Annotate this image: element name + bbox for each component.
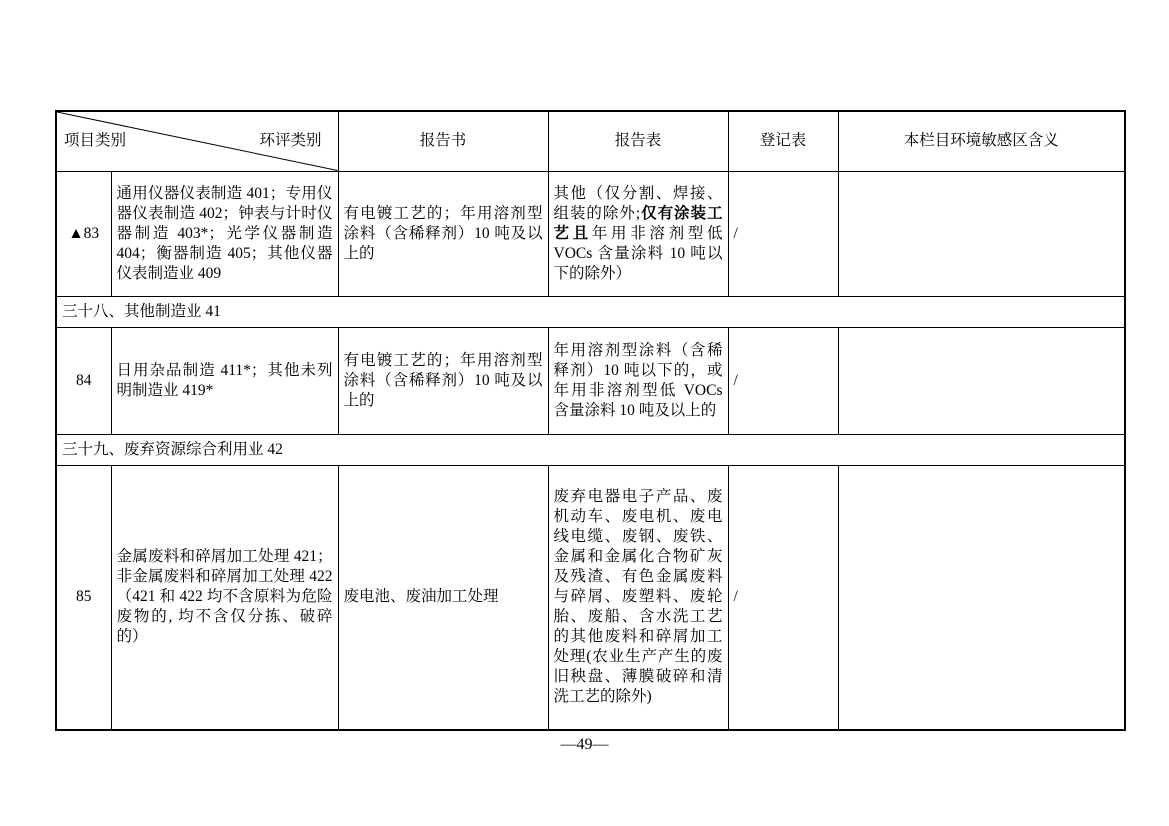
row83-report-form-cell <box>548 171 728 296</box>
row85-report-form-cell: 废弃电器电子产品、废机动车、废电机、废电线电缆、废钢、废铁、金属和金属化合物矿灰及残渣、有色金属废料与碎屑、废塑料、废轮胎、废船、含水洗工艺的其他废料和碎屑加工处理(农业生产产生的废旧秧盘、薄膜破碎和清洗工艺的除外) <box>548 465 728 730</box>
row84-report-book-cell: 有电镀工艺的；年用溶剂型涂料（含稀释剂）10 吨及以上的 <box>338 327 548 434</box>
header-project-category-label: 项目类别 <box>64 132 127 150</box>
row83-report-form-post: 年用非溶剂型低 VOCs 含量涂料 10 吨以下的除外） <box>553 224 723 282</box>
row85-category-cell: 金属废料和碎屑加工处理 421；非金属废料和碎屑加工处理 422（421 和 422 均不含原料为危险废物的, 均不含仅分拣、破碎的） <box>111 465 338 730</box>
table-row-83 <box>56 171 1125 296</box>
table-row-84 <box>56 327 1125 434</box>
section-38-label: 三十八、其他制造业 41 <box>56 296 1125 327</box>
section-row-39 <box>56 434 1125 465</box>
row85-meaning-cell <box>838 465 1125 730</box>
header-diagonal-cell <box>56 111 338 171</box>
row83-report-form-bold: 仅有涂装工艺且 <box>553 204 723 242</box>
row83-report-book-cell: 有电镀工艺的；年用溶剂型涂料（含稀释剂）10 吨及以上的 <box>338 171 548 296</box>
row84-id-cell: 84 <box>56 327 111 434</box>
table-header-row <box>56 111 1125 171</box>
page-number: —49— <box>560 736 609 753</box>
row84-meaning-cell <box>838 327 1125 434</box>
row84-report-form-cell: 年用溶剂型涂料（含稀释剂）10 吨以下的，或年用非溶剂型低 VOCs 含量涂料 10 吨及以上的 <box>548 327 728 434</box>
header-eia-category-label: 环评类别 <box>259 132 322 150</box>
row85-registration-cell: / <box>728 465 838 730</box>
row85-id-cell: 85 <box>56 465 111 730</box>
row84-registration-cell: / <box>728 327 838 434</box>
header-sensitive-area-meaning: 本栏目环境敏感区含义 <box>838 111 1125 171</box>
header-report-form: 报告表 <box>548 111 728 171</box>
row85-report-book-cell: 废电池、废油加工处理 <box>338 465 548 730</box>
header-report-book: 报告书 <box>338 111 548 171</box>
row83-category-cell: 通用仪器仪表制造 401；专用仪器仪表制造 402；钟表与计时仪器制造 403*；光学仪器制造 404；衡器制造 405；其他仪器仪表制造业 409 <box>111 171 338 296</box>
row83-id-cell: ▲83 <box>56 171 111 296</box>
section-39-label: 三十九、废弃资源综合利用业 42 <box>56 434 1125 465</box>
eia-classification-table <box>55 110 1126 731</box>
row83-report-form-pre: 其他（仅分割、焊接、组装的除外; <box>553 184 723 222</box>
table-row-85 <box>56 465 1125 730</box>
section-row-38 <box>56 296 1125 327</box>
row84-category-cell: 日用杂品制造 411*；其他未列明制造业 419* <box>111 327 338 434</box>
row83-registration-cell: / <box>728 171 838 296</box>
header-registration-form: 登记表 <box>728 111 838 171</box>
row83-meaning-cell <box>838 171 1125 296</box>
